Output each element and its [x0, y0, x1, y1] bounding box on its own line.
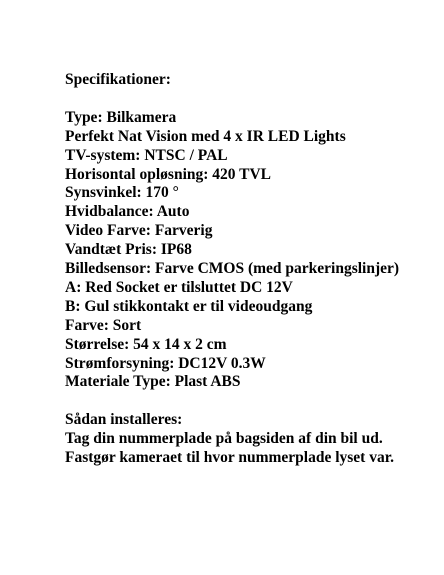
spec-video-color: Video Farve: Farverig	[65, 222, 213, 240]
spec-material: Materiale Type: Plast ABS	[65, 373, 241, 391]
spec-tv-system: TV-system: NTSC / PAL	[65, 146, 228, 164]
spec-type: Type: Bilkamera	[65, 108, 177, 126]
installation-heading: Sådan installeres:	[65, 411, 183, 429]
spacer	[65, 90, 437, 109]
spec-resolution: Horisontal opløsning: 420 TVL	[65, 165, 271, 183]
spec-waterproof: Vandtæt Pris: IP68	[65, 241, 192, 259]
spec-image-sensor: Billedsensor: Farve CMOS (med parkeringslinjer)	[65, 260, 400, 278]
spec-list	[65, 109, 437, 393]
spec-white-balance: Hvidbalance: Auto	[65, 203, 190, 221]
spec-red-socket: A: Red Socket er tilsluttet DC 12V	[65, 278, 293, 296]
spec-view-angle: Synsvinkel: 170 °	[65, 184, 179, 202]
document-body	[65, 71, 437, 468]
install-step: Fastgør kameraet til hvor nummerplade lyset var.	[65, 449, 395, 467]
install-steps	[65, 430, 437, 468]
spec-yellow-socket: B: Gul stikkontakt er til videoudgang	[65, 297, 313, 315]
install-step: Tag din nummerplade på bagsiden af din bil ud.	[65, 430, 383, 448]
spec-color: Farve: Sort	[65, 316, 142, 334]
spacer	[65, 392, 437, 411]
spec-size: Størrelse: 54 x 14 x 2 cm	[65, 335, 227, 353]
spec-night-vision: Perfekt Nat Vision med 4 x IR LED Lights	[65, 127, 346, 145]
spec-power-supply: Strømforsyning: DC12V 0.3W	[65, 354, 266, 372]
specifications-heading: Specifikationer:	[65, 71, 171, 88]
